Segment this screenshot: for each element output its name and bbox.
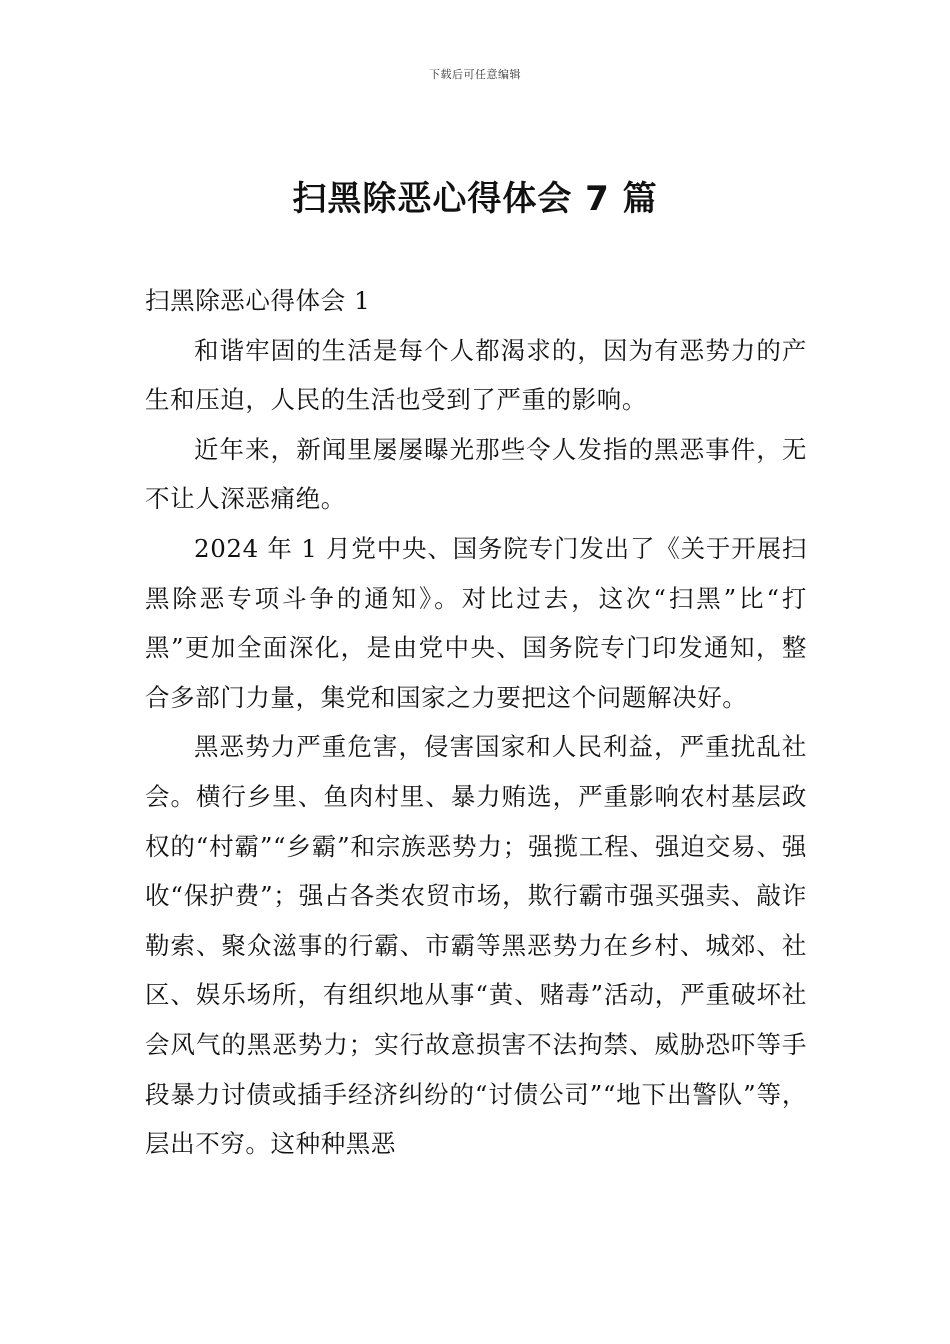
paragraph: 2024 年 1 月党中央、国务院专门发出了《关于开展扫黑除恶专项斗争的通知》。对比过去，这次“扫黑”比“打黑”更加全面深化，是由党中央、国务院专门印发通知，整合多部门力量，集党和国家之力要把这个问题解决好。 <box>145 533 807 712</box>
paragraph: 和谐牢固的生活是每个人都渴求的，因为有恶势力的产生和压迫，人民的生活也受到了严重的影响。 <box>145 335 807 415</box>
paragraph: 近年来，新闻里屡屡曝光那些令人发指的黑恶事件，无不让人深恶痛绝。 <box>145 434 807 514</box>
paragraph: 黑恶势力严重危害，侵害国家和人民利益，严重扰乱社会。横行乡里、鱼肉村里、暴力贿选，严重影响农村基层政权的“村霸”“乡霸”和宗族恶势力；强揽工程、强迫交易、强收“保护费”；强占各类农贸市场，欺行霸市强买强卖、敲诈勒索、聚众滋事的行霸、市霸等黑恶势力在乡村、城郊、社区、娱乐场所，有组织地从事“黄、赌毒”活动，严重破坏社会风气的黑恶势力；实行故意损害不法拘禁、威胁恐吓等手段暴力讨债或插手经济纠纷的“讨债公司”“地下出警队”等，层出不穷。这种种黑恶 <box>145 732 807 1159</box>
document-title: 扫黑除恶心得体会 7 篇 <box>292 179 658 219</box>
header-note: 下载后可任意编辑 <box>429 68 521 81</box>
section-heading: 扫黑除恶心得体会 1 <box>145 286 371 315</box>
document-body <box>145 276 807 1169</box>
